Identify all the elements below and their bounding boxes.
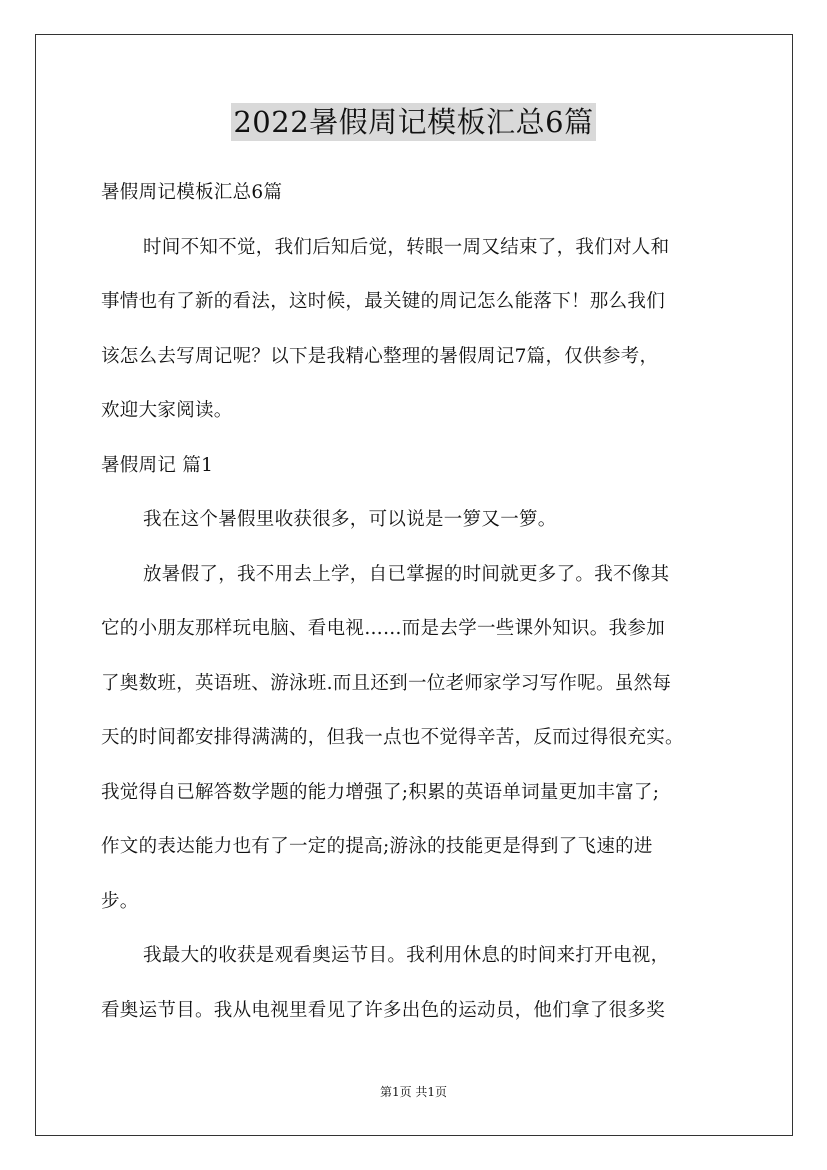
- paragraph-line: 放暑假了，我不用去上学，自已掌握的时间就更多了。我不像其: [143, 564, 670, 585]
- paragraph-line: 我最大的收获是观看奥运节目。我利用休息的时间来打开电视，: [143, 945, 670, 966]
- title-container: [0, 103, 827, 141]
- paragraph-line: 看奥运节目。我从电视里看见了许多出色的运动员，他们拿了很多奖: [101, 1000, 666, 1021]
- document-title: 2022暑假周记模板汇总6篇: [233, 105, 594, 139]
- section-heading: 暑假周记 篇1: [101, 455, 214, 476]
- paragraph-line: 天的时间都安排得满满的，但我一点也不觉得辛苦，反而过得很充实。: [101, 727, 684, 748]
- paragraph-line: 了奥数班，英语班、游泳班.而且还到一位老师家学习写作呢。虽然每: [101, 673, 672, 694]
- intro-line: 事情也有了新的看法，这时候，最关键的周记怎么能落下！那么我们: [101, 291, 666, 312]
- paragraph-line: 我在这个暑假里收获很多，可以说是一箩又一箩。: [143, 509, 557, 530]
- paragraph-line: 作文的表达能力也有了一定的提高;游泳的技能更是得到了飞速的进: [101, 836, 653, 857]
- intro-line: 欢迎大家阅读。: [101, 400, 233, 421]
- intro-line: 时间不知不觉，我们后知后觉，转眼一周又结束了，我们对人和: [143, 237, 670, 258]
- paragraph-line: 它的小朋友那样玩电脑、看电视……而是去学一些课外知识。我参加: [101, 618, 666, 639]
- intro-line: 该怎么去写周记呢？以下是我精心整理的暑假周记7篇，仅供参考，: [101, 346, 659, 367]
- paragraph-line: 步。: [101, 891, 139, 912]
- paragraph-line: 我觉得自已解答数学题的能力增强了;积累的英语单词量更加丰富了;: [101, 782, 660, 803]
- page-footer: 第1页 共1页: [379, 1085, 448, 1099]
- document-subtitle: 暑假周记模板汇总6篇: [101, 182, 283, 203]
